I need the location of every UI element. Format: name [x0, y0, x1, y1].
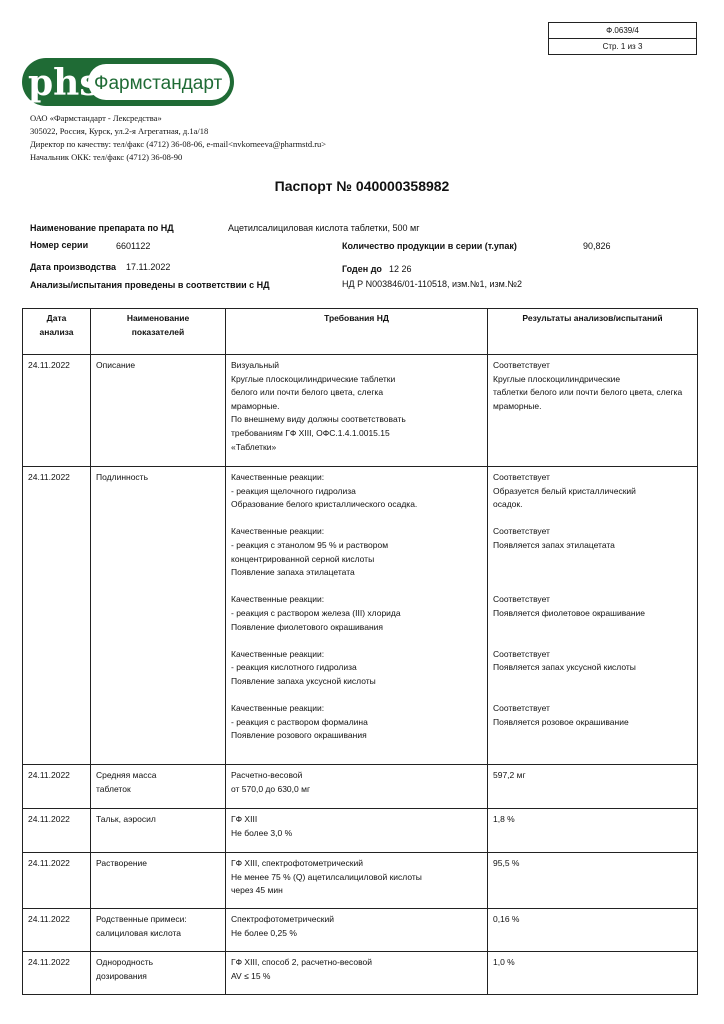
nd-value: НД Р N003846/01-110518, изм.№1, изм.№2 — [342, 279, 523, 289]
table-row — [23, 853, 698, 909]
table-row — [23, 909, 698, 952]
org-line: Директор по качеству: тел/факс (4712) 36-08-06, e-mail<nvkorneeva@pharmstd.ru> — [30, 139, 327, 149]
expiry-label: Годен до — [342, 264, 382, 274]
cell-result: 0,16 % — [488, 909, 698, 952]
cell-result: Соответствует Круглые плоскоцилиндрические таблетки белого или почти белого цвета, слегка мраморные. — [488, 355, 698, 467]
series-label: Номер серии — [30, 240, 89, 250]
cell-indicator: Родственные примеси: салициловая кислота — [91, 909, 226, 952]
cell-requirement: ГФ XIII Не более 3,0 % — [226, 809, 488, 853]
org-line: Начальник ОКК: тел/факс (4712) 36-08-90 — [30, 152, 183, 162]
cell-result: 1,0 % — [488, 952, 698, 995]
cell-result: Соответствует Образуется белый кристаллический осадок. Соответствует Появляется запах этилацетата Соответствует Появляется фиолетовое окрашивание Соответствует Появляется запах уксусной кислоты Соответствует Появляется розовое окрашивание — [488, 467, 698, 765]
cell-indicator: Растворение — [91, 853, 226, 909]
cell-indicator: Подлинность — [91, 467, 226, 765]
cell-requirement: ГФ XIII, спектрофотометрический Не менее 75 % (Q) ацетилсалициловой кислоты через 45 мин — [226, 853, 488, 909]
cell-indicator: Средняя масса таблеток — [91, 765, 226, 809]
table-row — [23, 809, 698, 853]
table-row — [23, 355, 698, 467]
org-line: 305022, Россия, Курск, ул.2-я Агрегатная, д.1а/18 — [30, 126, 209, 136]
analysis-table — [22, 308, 698, 995]
cell-requirement: ГФ XIII, способ 2, расчетно-весовой AV ≤ 15 % — [226, 952, 488, 995]
expiry-value: 12 26 — [389, 264, 412, 274]
cell-indicator: Описание — [91, 355, 226, 467]
cell-date: 24.11.2022 — [23, 355, 91, 467]
cell-result: 597,2 мг — [488, 765, 698, 809]
cell-requirement: Визуальный Круглые плоскоцилиндрические таблетки белого или почти белого цвета, слегка мраморные. По внешнему виду должны соответствовать требованиям ГФ XIII, ОФС.1.4.1.0015.15 «Таблетки» — [226, 355, 488, 467]
col-header-results: Результаты анализов/испытаний — [488, 309, 698, 355]
pharmstandard-logo — [22, 58, 234, 106]
cell-requirement: Спектрофотометрический Не более 0,25 % — [226, 909, 488, 952]
table-header-row — [23, 309, 698, 355]
cell-date: 24.11.2022 — [23, 765, 91, 809]
cell-date: 24.11.2022 — [23, 952, 91, 995]
cell-date: 24.11.2022 — [23, 909, 91, 952]
cell-indicator: Однородность дозирования — [91, 952, 226, 995]
form-number-box — [548, 22, 697, 55]
org-line: ОАО «Фармстандарт - Лексредства» — [30, 113, 162, 123]
production-date-value: 17.11.2022 — [126, 262, 171, 272]
cell-date: 24.11.2022 — [23, 809, 91, 853]
drug-name-label: Наименование препарата по НД — [30, 223, 174, 233]
cell-result: 95,5 % — [488, 853, 698, 909]
quantity-value: 90,826 — [583, 241, 611, 251]
production-date-label: Дата производства — [30, 262, 116, 272]
table-row — [23, 765, 698, 809]
table-row — [23, 467, 698, 765]
page-counter: Стр. 1 из 3 — [549, 38, 696, 54]
cell-indicator: Тальк, аэросил — [91, 809, 226, 853]
nd-label: Анализы/испытания проведены в соответствии с НД — [30, 280, 270, 290]
col-header-requirements: Требования НД — [226, 309, 488, 355]
col-header-indicator: Наименование показателей — [91, 309, 226, 355]
cell-requirement: Расчетно-весовой от 570,0 до 630,0 мг — [226, 765, 488, 809]
logo-name: Фармстандарт — [94, 73, 223, 94]
page-title: Паспорт № 040000358982 — [274, 178, 450, 194]
organization-info — [30, 112, 326, 164]
cell-result: 1,8 % — [488, 809, 698, 853]
cell-date: 24.11.2022 — [23, 467, 91, 765]
col-header-date: Дата анализа — [23, 309, 91, 355]
cell-requirement: Качественные реакции: - реакция щелочного гидролиза Образование белого кристаллического осадка. Качественные реакции: - реакция с этанолом 95 % и раствором концентрированной серной кислоты Появление запаха этилацетата Качественные реакции: - реакция с раствором железа (III) хлорида Появление фиолетового окрашивания Качественные реакции: - реакция кислотного гидролиза Появление запаха уксусной кислоты Качественные реакции: - реакция с раствором формалина Появление розового окрашивания — [226, 467, 488, 765]
table-row — [23, 952, 698, 995]
form-code: Ф.0639/4 — [606, 26, 639, 35]
drug-name-value: Ацетилсалициловая кислота таблетки, 500 мг — [228, 223, 420, 233]
cell-date: 24.11.2022 — [23, 853, 91, 909]
quantity-label: Количество продукции в серии (т.упак) — [342, 241, 517, 251]
series-value: 6601122 — [116, 241, 151, 251]
logo-mark: phs — [28, 62, 100, 104]
